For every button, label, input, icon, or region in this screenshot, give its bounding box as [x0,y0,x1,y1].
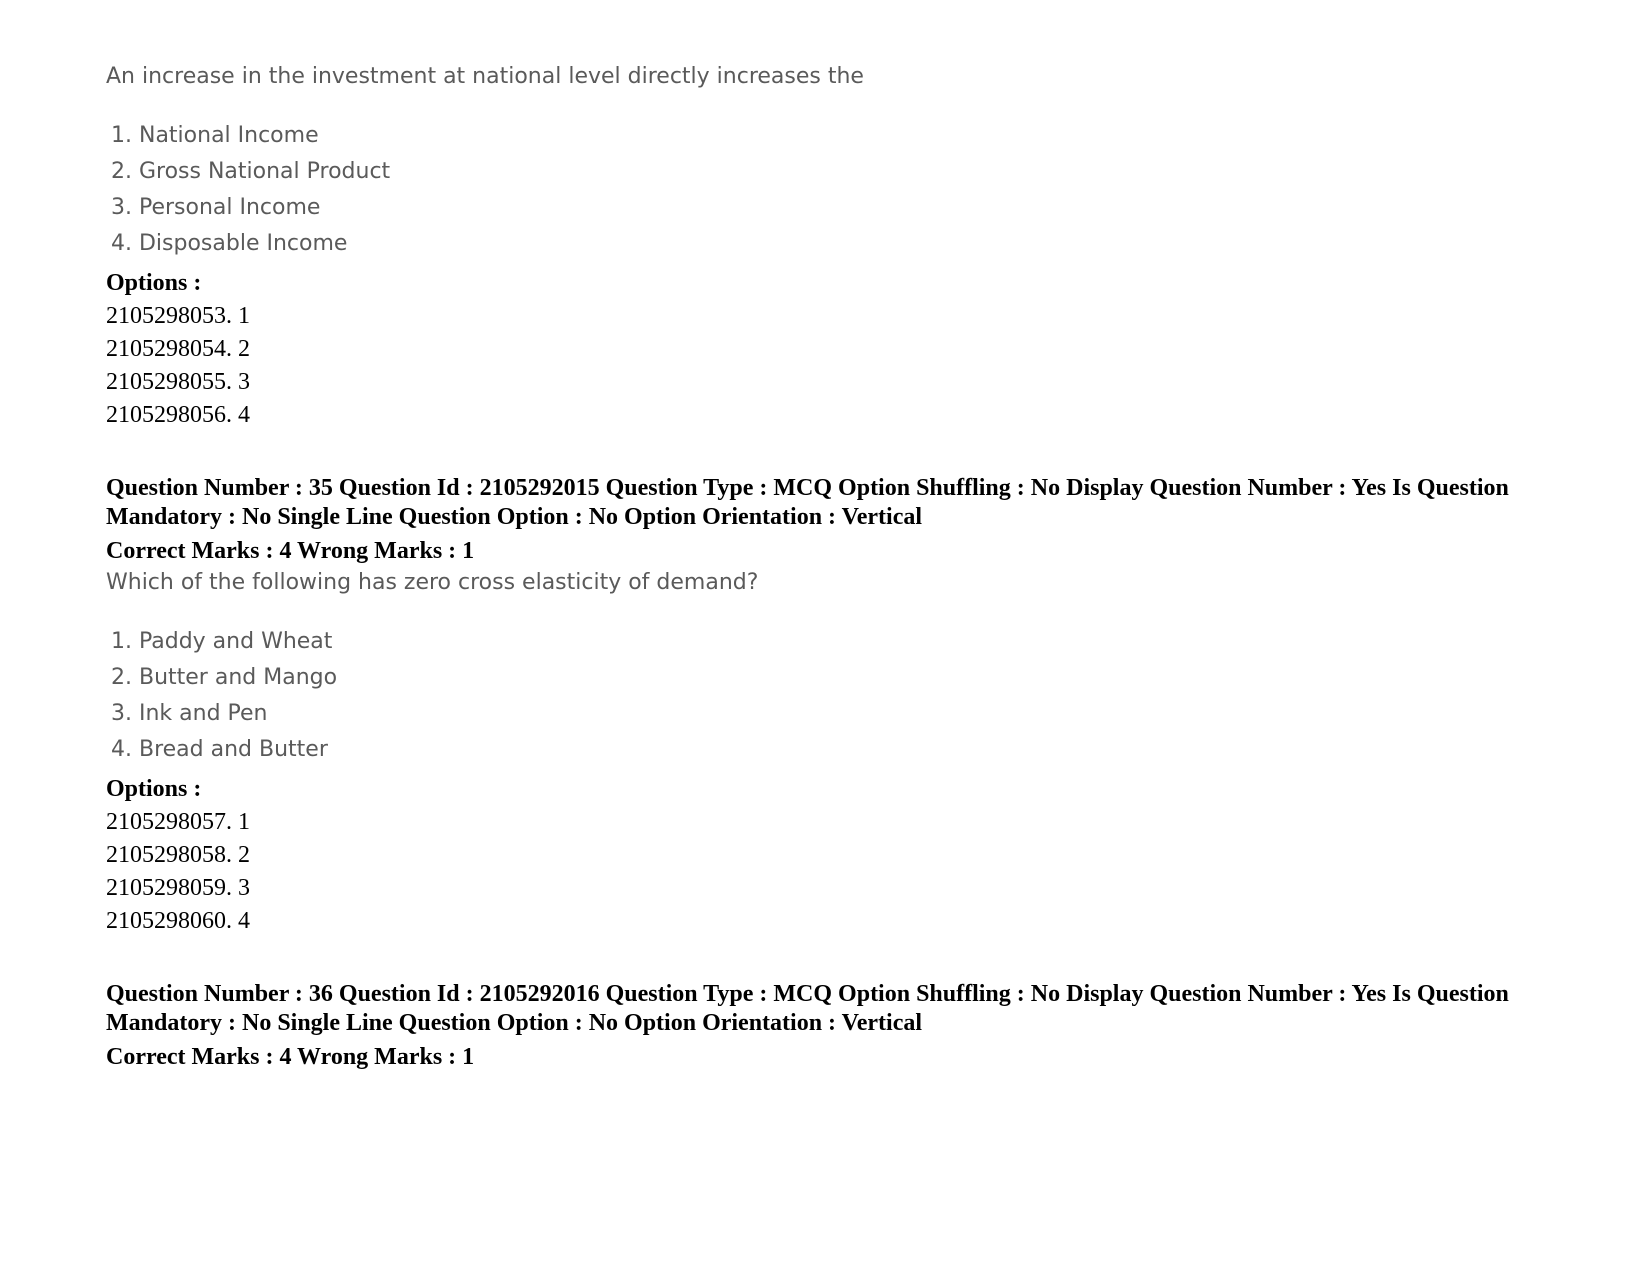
option-id-row: 2105298060. 4 [106,908,250,934]
question-text: Which of the following has zero cross elasticity of demand? [106,570,759,595]
marks-line: Correct Marks : 4 Wrong Marks : 1 [106,1044,475,1070]
options-label: Options : [106,776,202,802]
choice-item: 3. Ink and Pen [111,701,268,726]
option-id-row: 2105298059. 3 [106,875,250,901]
choice-item: 1. National Income [111,123,319,148]
choice-item: 2. Gross National Product [111,159,391,184]
choice-item: 4. Bread and Butter [111,737,328,762]
option-id-row: 2105298058. 2 [106,842,250,868]
choice-item: 4. Disposable Income [111,231,348,256]
options-label: Options : [106,270,202,296]
marks-line: Correct Marks : 4 Wrong Marks : 1 [106,538,475,564]
question-text: An increase in the investment at national level directly increases the [106,64,864,89]
choice-item: 2. Butter and Mango [111,665,338,690]
option-id-row: 2105298057. 1 [106,809,250,835]
question-meta: Question Number : 36 Question Id : 2105292016 Question Type : MCQ Option Shuffling : No Display Question Number : Yes Is Question Mandatory : No Single Line Question Option : No Option Orientation : Vertical [106,981,1509,1036]
option-id-row: 2105298056. 4 [106,402,250,428]
choice-item: 3. Personal Income [111,195,321,220]
question-meta: Question Number : 35 Question Id : 2105292015 Question Type : MCQ Option Shuffling : No Display Question Number : Yes Is Question Mandatory : No Single Line Question Option : No Option Orientation : Vertical [106,475,1509,530]
choice-item: 1. Paddy and Wheat [111,629,333,654]
option-id-row: 2105298055. 3 [106,369,250,395]
option-id-row: 2105298053. 1 [106,303,250,329]
option-id-row: 2105298054. 2 [106,336,250,362]
